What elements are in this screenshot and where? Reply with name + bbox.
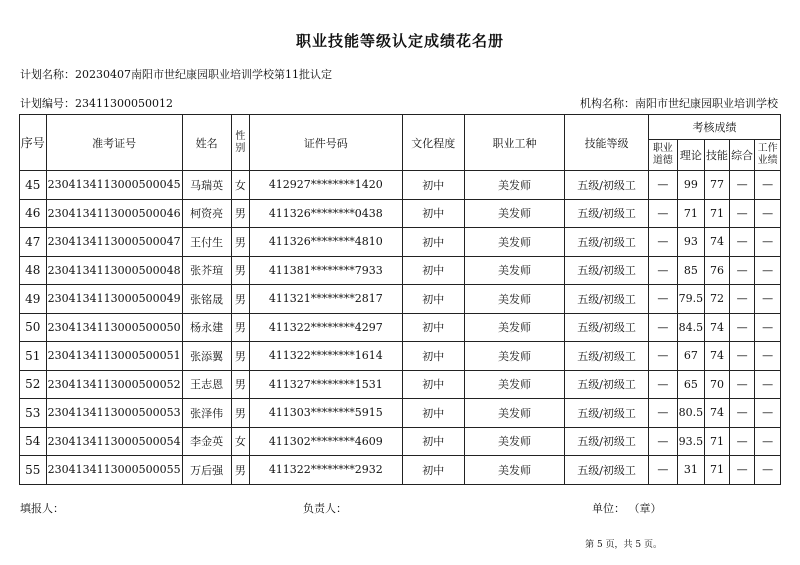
cell-job: 美发师 xyxy=(464,199,564,228)
header-work: 工作业绩 xyxy=(755,140,781,171)
cell-exam-no: 2304134113000500054 xyxy=(46,427,182,456)
header-education: 文化程度 xyxy=(402,115,464,171)
cell-level: 五级/初级工 xyxy=(565,256,649,285)
cell-skill: 74 xyxy=(705,313,730,342)
cell-gender: 男 xyxy=(231,370,249,399)
cell-overall: — xyxy=(729,456,755,485)
header-overall: 综合 xyxy=(729,140,755,171)
cell-overall: — xyxy=(729,285,755,314)
cell-job: 美发师 xyxy=(464,427,564,456)
cell-id-no: 411322********2932 xyxy=(250,456,402,485)
page-title: 职业技能等级认定成绩花名册 xyxy=(295,32,504,50)
cell-job: 美发师 xyxy=(464,456,564,485)
page-number: 第 5 页，共 5 页。 xyxy=(585,540,662,550)
cell-overall: — xyxy=(729,370,755,399)
cell-seq: 54 xyxy=(20,427,47,456)
cell-level: 五级/初级工 xyxy=(565,228,649,257)
header-theory: 理论 xyxy=(677,140,705,171)
cell-seq: 45 xyxy=(20,171,47,200)
cell-edu: 初中 xyxy=(402,456,464,485)
cell-edu: 初中 xyxy=(402,342,464,371)
cell-id-no: 411327********1531 xyxy=(250,370,402,399)
cell-ethics: — xyxy=(649,199,678,228)
cell-skill: 72 xyxy=(705,285,730,314)
cell-id-no: 411322********1614 xyxy=(250,342,402,371)
table-row xyxy=(20,342,781,371)
cell-name: 张泽伟 xyxy=(182,399,231,428)
cell-skill: 76 xyxy=(705,256,730,285)
organization-name: 机构名称：南阳市世纪康园职业培训学校 xyxy=(580,97,778,110)
cell-edu: 初中 xyxy=(402,285,464,314)
cell-name: 李金英 xyxy=(182,427,231,456)
cell-level: 五级/初级工 xyxy=(565,427,649,456)
cell-gender: 男 xyxy=(231,228,249,257)
cell-overall: — xyxy=(729,399,755,428)
cell-overall: — xyxy=(729,199,755,228)
cell-work: — xyxy=(755,228,781,257)
cell-name: 马瑞英 xyxy=(182,171,231,200)
cell-edu: 初中 xyxy=(402,228,464,257)
responsible-label: 负责人： xyxy=(303,502,347,515)
cell-name: 张添翼 xyxy=(182,342,231,371)
cell-level: 五级/初级工 xyxy=(565,199,649,228)
cell-gender: 男 xyxy=(231,313,249,342)
cell-work: — xyxy=(755,456,781,485)
cell-seq: 47 xyxy=(20,228,47,257)
cell-work: — xyxy=(755,399,781,428)
table-row xyxy=(20,256,781,285)
header-level: 技能等级 xyxy=(565,115,649,171)
cell-skill: 77 xyxy=(705,171,730,200)
cell-id-no: 412927********1420 xyxy=(250,171,402,200)
cell-theory: 31 xyxy=(677,456,705,485)
cell-gender: 男 xyxy=(231,456,249,485)
cell-seq: 49 xyxy=(20,285,47,314)
header-skill: 技能 xyxy=(705,140,730,171)
cell-name: 杨永建 xyxy=(182,313,231,342)
cell-level: 五级/初级工 xyxy=(565,342,649,371)
cell-level: 五级/初级工 xyxy=(565,285,649,314)
cell-id-no: 411322********4297 xyxy=(250,313,402,342)
cell-exam-no: 2304134113000500052 xyxy=(46,370,182,399)
cell-ethics: — xyxy=(649,171,678,200)
cell-exam-no: 2304134113000500053 xyxy=(46,399,182,428)
cell-theory: 99 xyxy=(677,171,705,200)
cell-seq: 48 xyxy=(20,256,47,285)
cell-overall: — xyxy=(729,427,755,456)
cell-name: 张芥瑄 xyxy=(182,256,231,285)
cell-overall: — xyxy=(729,171,755,200)
cell-work: — xyxy=(755,199,781,228)
cell-id-no: 411321********2817 xyxy=(250,285,402,314)
cell-gender: 男 xyxy=(231,285,249,314)
header-job: 职业工种 xyxy=(464,115,564,171)
cell-edu: 初中 xyxy=(402,171,464,200)
cell-theory: 93 xyxy=(677,228,705,257)
score-roster-table xyxy=(19,114,781,485)
cell-skill: 70 xyxy=(705,370,730,399)
cell-exam-no: 2304134113000500048 xyxy=(46,256,182,285)
cell-work: — xyxy=(755,427,781,456)
cell-skill: 71 xyxy=(705,456,730,485)
table-row xyxy=(20,199,781,228)
cell-gender: 男 xyxy=(231,256,249,285)
unit-label: 单位： （章） xyxy=(592,502,662,515)
cell-work: — xyxy=(755,370,781,399)
cell-level: 五级/初级工 xyxy=(565,370,649,399)
cell-overall: — xyxy=(729,228,755,257)
cell-skill: 74 xyxy=(705,228,730,257)
cell-work: — xyxy=(755,256,781,285)
cell-exam-no: 2304134113000500055 xyxy=(46,456,182,485)
cell-gender: 女 xyxy=(231,171,249,200)
cell-exam-no: 2304134113000500047 xyxy=(46,228,182,257)
cell-theory: 80.5 xyxy=(677,399,705,428)
cell-gender: 男 xyxy=(231,199,249,228)
cell-skill: 74 xyxy=(705,399,730,428)
table-row xyxy=(20,228,781,257)
cell-edu: 初中 xyxy=(402,370,464,399)
cell-edu: 初中 xyxy=(402,256,464,285)
cell-id-no: 411326********4810 xyxy=(250,228,402,257)
cell-skill: 71 xyxy=(705,199,730,228)
cell-ethics: — xyxy=(649,399,678,428)
plan-name: 计划名称：20230407南阳市世纪康园职业培训学校第11批认定 xyxy=(20,68,332,81)
cell-theory: 93.5 xyxy=(677,427,705,456)
cell-edu: 初中 xyxy=(402,199,464,228)
cell-exam-no: 2304134113000500050 xyxy=(46,313,182,342)
header-id-no: 证件号码 xyxy=(250,115,402,171)
cell-seq: 52 xyxy=(20,370,47,399)
cell-seq: 53 xyxy=(20,399,47,428)
cell-theory: 65 xyxy=(677,370,705,399)
filler-label: 填报人： xyxy=(20,502,64,515)
cell-exam-no: 2304134113000500051 xyxy=(46,342,182,371)
cell-gender: 女 xyxy=(231,427,249,456)
cell-job: 美发师 xyxy=(464,256,564,285)
table-row xyxy=(20,171,781,200)
cell-overall: — xyxy=(729,256,755,285)
header-gender: 性别 xyxy=(231,115,249,171)
table-row xyxy=(20,399,781,428)
table-row xyxy=(20,456,781,485)
cell-level: 五级/初级工 xyxy=(565,171,649,200)
cell-exam-no: 2304134113000500046 xyxy=(46,199,182,228)
cell-name: 张铭晟 xyxy=(182,285,231,314)
cell-id-no: 411303********5915 xyxy=(250,399,402,428)
header-name: 姓名 xyxy=(182,115,231,171)
cell-ethics: — xyxy=(649,370,678,399)
cell-id-no: 411302********4609 xyxy=(250,427,402,456)
cell-edu: 初中 xyxy=(402,313,464,342)
header-ethics: 职业道德 xyxy=(649,140,678,171)
cell-level: 五级/初级工 xyxy=(565,399,649,428)
cell-seq: 51 xyxy=(20,342,47,371)
cell-theory: 85 xyxy=(677,256,705,285)
cell-exam-no: 2304134113000500045 xyxy=(46,171,182,200)
cell-edu: 初中 xyxy=(402,399,464,428)
cell-job: 美发师 xyxy=(464,171,564,200)
cell-gender: 男 xyxy=(231,342,249,371)
header-exam-no: 准考证号 xyxy=(46,115,182,171)
cell-work: — xyxy=(755,285,781,314)
table-row xyxy=(20,370,781,399)
cell-theory: 84.5 xyxy=(677,313,705,342)
cell-theory: 79.5 xyxy=(677,285,705,314)
cell-skill: 71 xyxy=(705,427,730,456)
header-seq: 序号 xyxy=(20,115,47,171)
table-row xyxy=(20,313,781,342)
cell-overall: — xyxy=(729,342,755,371)
cell-ethics: — xyxy=(649,228,678,257)
cell-level: 五级/初级工 xyxy=(565,456,649,485)
cell-ethics: — xyxy=(649,256,678,285)
cell-level: 五级/初级工 xyxy=(565,313,649,342)
cell-skill: 74 xyxy=(705,342,730,371)
cell-seq: 46 xyxy=(20,199,47,228)
cell-id-no: 411381********7933 xyxy=(250,256,402,285)
cell-ethics: — xyxy=(649,427,678,456)
table-row xyxy=(20,427,781,456)
cell-work: — xyxy=(755,171,781,200)
cell-ethics: — xyxy=(649,342,678,371)
plan-number: 计划编号：23411300050012 xyxy=(20,97,173,110)
cell-name: 柯资亮 xyxy=(182,199,231,228)
cell-seq: 50 xyxy=(20,313,47,342)
cell-name: 万后强 xyxy=(182,456,231,485)
cell-job: 美发师 xyxy=(464,285,564,314)
cell-seq: 55 xyxy=(20,456,47,485)
cell-job: 美发师 xyxy=(464,370,564,399)
cell-gender: 男 xyxy=(231,399,249,428)
header-scores: 考核成绩 xyxy=(649,115,781,140)
cell-ethics: — xyxy=(649,313,678,342)
cell-job: 美发师 xyxy=(464,399,564,428)
cell-edu: 初中 xyxy=(402,427,464,456)
cell-work: — xyxy=(755,313,781,342)
cell-theory: 71 xyxy=(677,199,705,228)
cell-job: 美发师 xyxy=(464,342,564,371)
cell-ethics: — xyxy=(649,456,678,485)
cell-name: 王付生 xyxy=(182,228,231,257)
cell-id-no: 411326********0438 xyxy=(250,199,402,228)
cell-overall: — xyxy=(729,313,755,342)
cell-name: 王志恩 xyxy=(182,370,231,399)
cell-theory: 67 xyxy=(677,342,705,371)
cell-job: 美发师 xyxy=(464,313,564,342)
cell-job: 美发师 xyxy=(464,228,564,257)
cell-work: — xyxy=(755,342,781,371)
table-row xyxy=(20,285,781,314)
cell-ethics: — xyxy=(649,285,678,314)
cell-exam-no: 2304134113000500049 xyxy=(46,285,182,314)
